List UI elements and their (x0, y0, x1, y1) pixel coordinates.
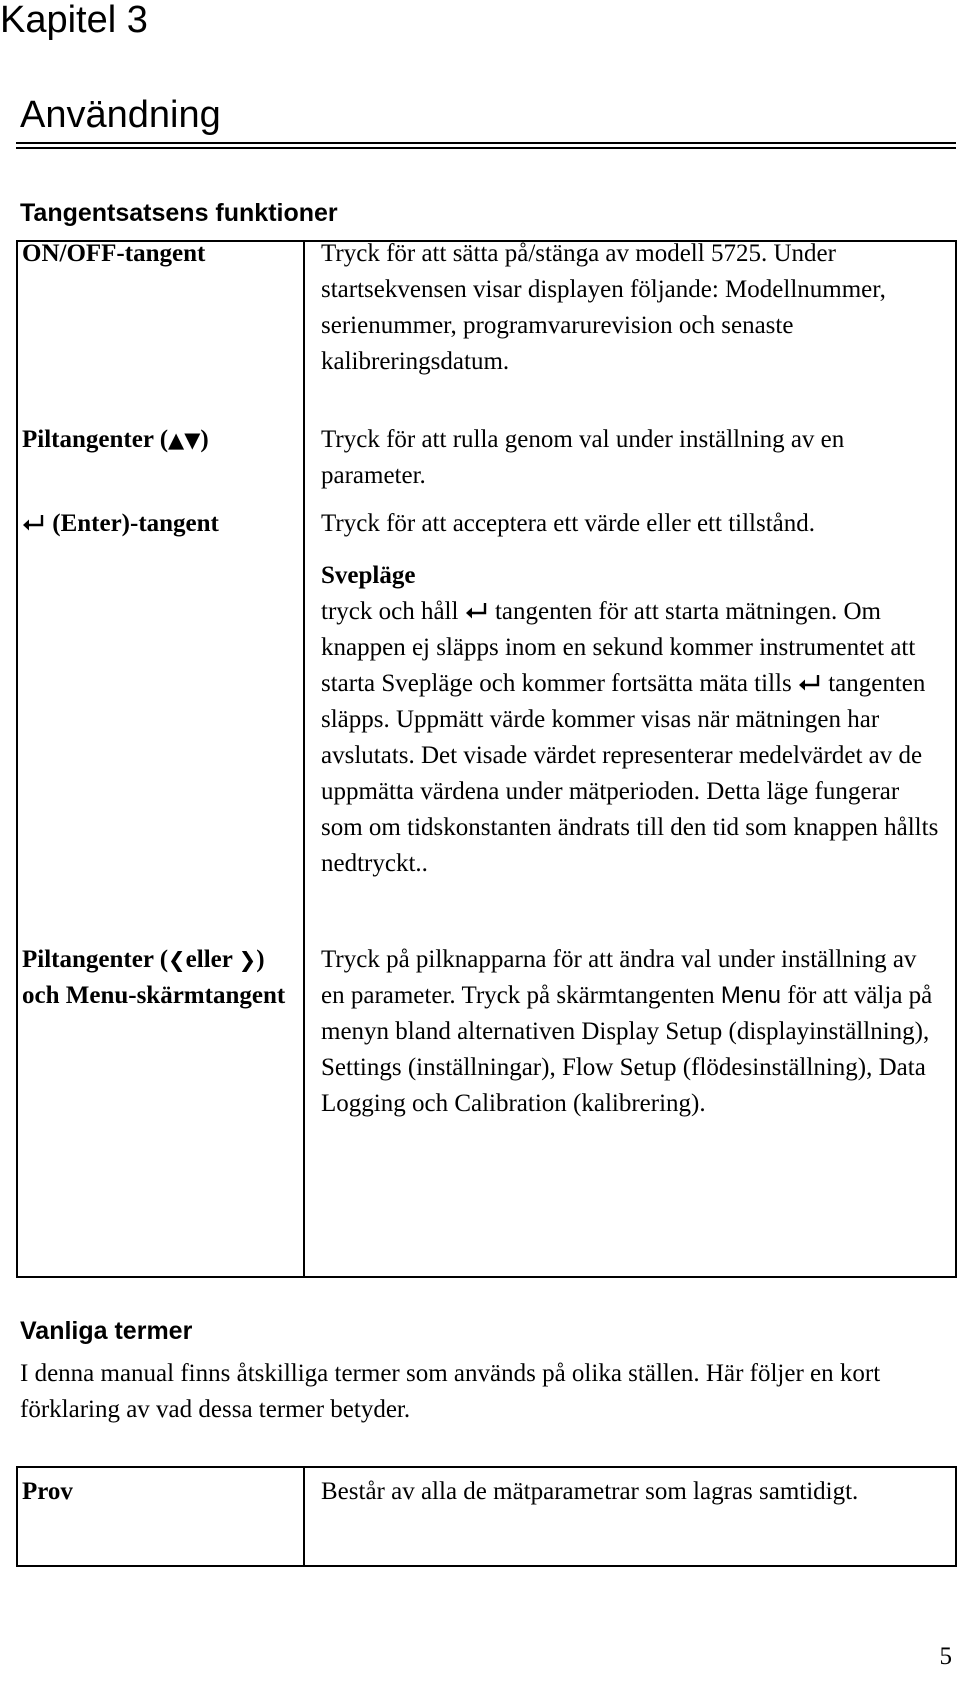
page-title: Användning (20, 94, 221, 136)
column-divider (303, 242, 305, 1276)
key-desc-updown: Tryck för att rulla genom val under inställning av en parameter. (321, 426, 845, 489)
column-divider (303, 1468, 305, 1565)
sweep-mode-text: tryck och håll tangenten för att starta mätningen. Om knappen ej släpps inom en sekund kommer instrumentet att starta Svepläge och kommer fortsätta mäta tills tangenten släpps. Uppmätt värde kommer visas när mätningen har avslutats. Det visade värdet representerar medelvärdet av de uppmätta värdena under mätperioden. Detta läge fungerar som om tidskonstanten ändrats till den tid som knappen hållts nedtryckt.. (321, 598, 939, 877)
arrow-up-down-icon: ▲▼ (168, 428, 201, 452)
section-heading-keys: Tangentsatsens funktioner (20, 199, 338, 227)
sweep-mode-heading: Svepläge (321, 562, 416, 589)
key-desc-leftright-menu: Tryck på pilknapparna för att ändra val under inställning av en parameter. Tryck på skärmtangenten Menu för att välja på menyn bland alternativen Display Setup (displayinställning), Settings (inställningar), Flow Setup (flödesinställning), Data Logging och Calibration (kalibrering). (321, 946, 933, 1117)
enter-icon (798, 673, 822, 693)
term-prov: Prov (22, 1478, 73, 1505)
page-number: 5 (939, 1643, 952, 1670)
key-label-enter: (Enter)-tangent (22, 506, 294, 542)
key-functions-table (16, 240, 957, 1278)
enter-icon (22, 513, 46, 533)
section-heading-terms: Vanliga termer (20, 1317, 193, 1345)
sweep-mode-block (321, 558, 946, 882)
arrow-right-icon: ❯ (238, 948, 257, 972)
chapter-label: Kapitel 3 (0, 0, 148, 41)
enter-icon (465, 601, 489, 621)
terms-intro: I denna manual finns åtskilliga termer som används på olika ställen. Här följer en kort förklaring av vad dessa termer betyder. (20, 1360, 881, 1423)
key-label-updown: Piltangenter (▲▼) (22, 426, 209, 453)
terms-table (16, 1466, 957, 1567)
term-prov-definition: Består av alla de mätparametrar som lagras samtidigt. (321, 1478, 859, 1505)
menu-softkey-label: Menu (720, 982, 781, 1009)
key-label-leftright-menu: Piltangenter (❮eller ❯) och Menu-skärmtangent (22, 946, 286, 1009)
title-rule (16, 142, 956, 149)
key-desc-enter: Tryck för att acceptera ett värde eller ett tillstånd. (321, 510, 816, 537)
arrow-left-icon: ❮ (168, 948, 186, 972)
key-desc-onoff: Tryck för att sätta på/stänga av modell 5725. Under startsekvensen visar displayen följande: Modellnummer, serienummer, programvarurevision och senaste kalibreringsdatum. (321, 240, 886, 375)
key-label-onoff: ON/OFF-tangent (22, 240, 206, 267)
